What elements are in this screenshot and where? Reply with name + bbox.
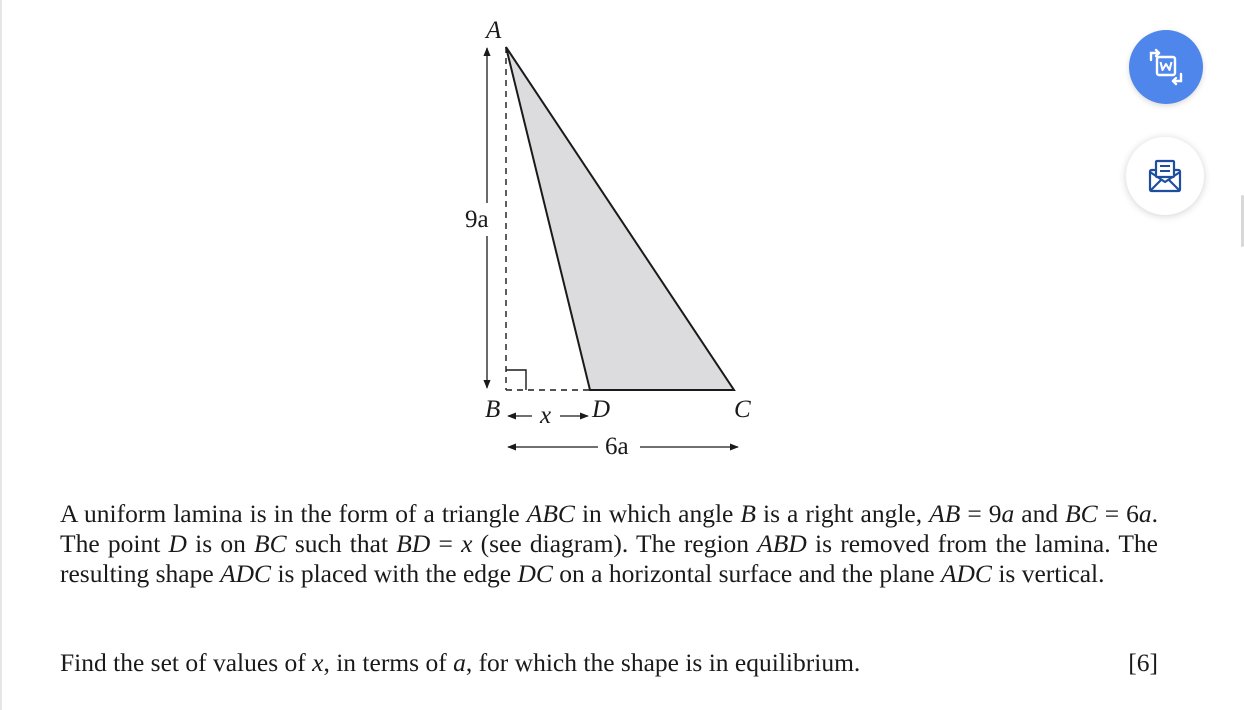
marks-label: [6] — [1128, 648, 1158, 677]
mail-button[interactable] — [1126, 137, 1204, 215]
vertex-label-b: B — [485, 396, 501, 423]
x-label: x — [540, 402, 552, 429]
word-convert-icon — [1143, 44, 1189, 90]
vertex-label-a: A — [486, 17, 502, 44]
shaded-region-adc — [506, 47, 734, 390]
question-prompt: Find the set of values of x, in terms of a, for which the shape is in equilibrium. — [60, 648, 861, 677]
vertex-label-d: D — [592, 396, 611, 423]
right-angle-marker — [506, 370, 526, 390]
base-label: 6a — [605, 433, 629, 460]
height-label — [465, 207, 489, 232]
question-paragraph: A uniform lamina is in the form of a triangle ABC in which angle B is a right angle, AB = 9a and BC = 6a. The point D is on BC such that BD = x (see diagram). The region ABD is removed from the lamina. The resulting shape ADC is placed with the edge DC on a horizontal surface and the plane ADC is vertical. — [60, 499, 1158, 588]
mail-envelope-icon — [1145, 156, 1185, 196]
word-convert-button[interactable] — [1129, 30, 1203, 104]
vertex-label-c: C — [734, 396, 751, 423]
height-label-text: 9a — [465, 206, 489, 233]
